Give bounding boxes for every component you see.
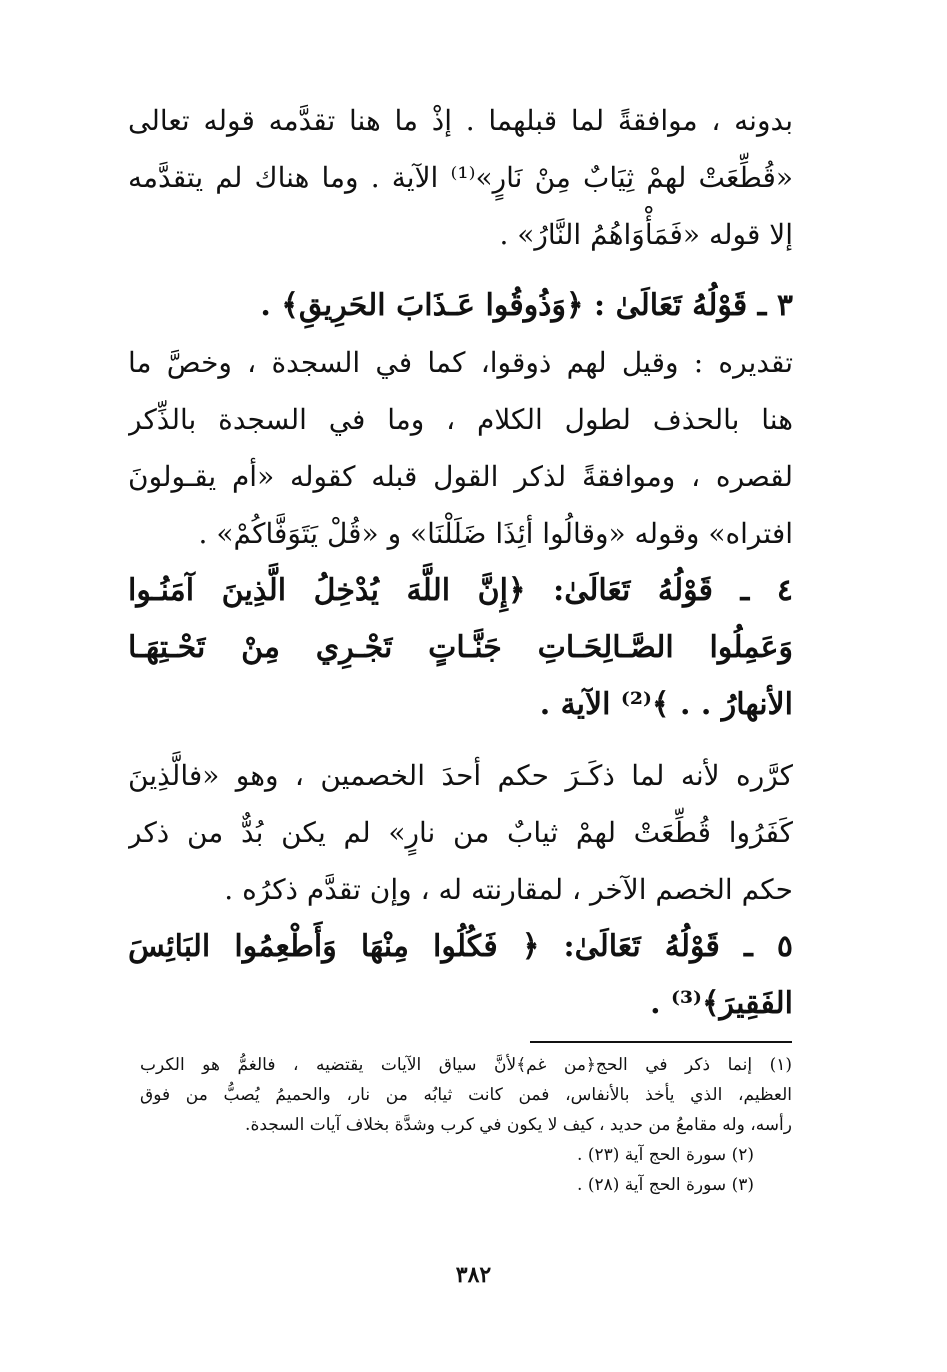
text-line: إلا قوله «فَمَأْوَاهُمُ النَّارُ» .: [499, 218, 793, 251]
section-heading-3: ٣ ـ قَوْلُهُ تَعَالَىٰ : ﴿وَذُوقُوا عَـذَابَ الحَرِيقِ﴾ .: [260, 288, 793, 323]
footnote-1-line: (١) إنما ذكر في الحج﴿من غم﴾لأنَّ سياق الآيات يقتضيه ، فالغمُّ هو الكرب: [140, 1055, 792, 1075]
text-line: بدونه ، موافقةً لما قبلهما . إذْ ما هنا تقدَّمه قوله تعالى: [128, 104, 793, 137]
text-line: افتراه» وقوله «وقالُوا أئِذَا ضَلَلْنَا» و «قُلْ يَتَوَفَّاكُمْ» .: [198, 517, 793, 550]
text-line: «قُطِّعَتْ لهمْ ثِيَابٌ مِنْ نَارٍ»⁽¹⁾ الآية . وما هناك لم يتقدَّمه: [128, 161, 793, 194]
section-heading-5-end: الفَقِيرَ﴾⁽³⁾ .: [650, 986, 793, 1021]
text-line: هنا بالحذف لطول الكلام ، وما في السجدة بالذِّكر: [128, 403, 793, 436]
footnote-1-line: العظيم، الذي يأخذ بالأنفاس، فمن كانت ثيابُه من نار، والحميمُ يُصبُّ من فوق: [140, 1085, 792, 1105]
footnote-2: (٢) سورة الحج آية (٢٣) .: [577, 1145, 754, 1165]
footnote-separator: [530, 1041, 792, 1043]
spacer: [128, 263, 793, 277]
page-number: ٣٨٢: [455, 1262, 492, 1288]
main-text: [128, 92, 793, 1032]
section-heading-4-end: الأنهارُ . . ﴾⁽²⁾ الآية .: [539, 687, 793, 722]
spacer: [128, 733, 793, 747]
text-line: لقصره ، وموافقةً لذكر القول قبله كقوله «أم يقـولونَ: [128, 460, 793, 493]
section-heading-4: ٤ ـ قَوْلُهُ تَعَالَىٰ: ﴿إِنَّ اللَّهَ يُدْخِلُ الَّذِينَ آمَنُـوا: [128, 573, 793, 608]
footnote-3: (٣) سورة الحج آية (٢٨) .: [577, 1175, 754, 1195]
section-heading-4-cont: وَعَمِلُوا الصَّـالِحَـاتِ جَنَّـاتٍ تَجْـرِي مِنْ تَحْـتِهَـا: [128, 630, 793, 665]
text-line: كَفَرُوا قُطِّعَتْ لهمْ ثيابٌ من نارٍ» لم يكن بُدٌّ من ذكر: [128, 816, 793, 849]
footnotes: [140, 1050, 792, 1200]
footnote-1-line: رأسه، وله مقامعُ من حديد ، كيف لا يكون في كرب وشدَّة بخلاف آيات السجدة.: [245, 1115, 792, 1135]
text-line: تقديره : وقيل لهم ذوقوا، كما في السجدة ، وخصَّ ما: [128, 346, 793, 379]
section-heading-5: ٥ ـ قَوْلُهُ تَعَالَىٰ: ﴿ فَكُلُوا مِنْهَا وَأَطْعِمُوا البَائِسَ: [128, 929, 793, 964]
text-line: كرَّره لأنه لما ذكَـرَ حكم أحدَ الخصمين ، وهو «فالَّذِينَ: [128, 759, 793, 792]
text-line: حكم الخصم الآخر ، لمقارنته له ، وإن تقدَّم ذكرُه .: [224, 873, 793, 906]
